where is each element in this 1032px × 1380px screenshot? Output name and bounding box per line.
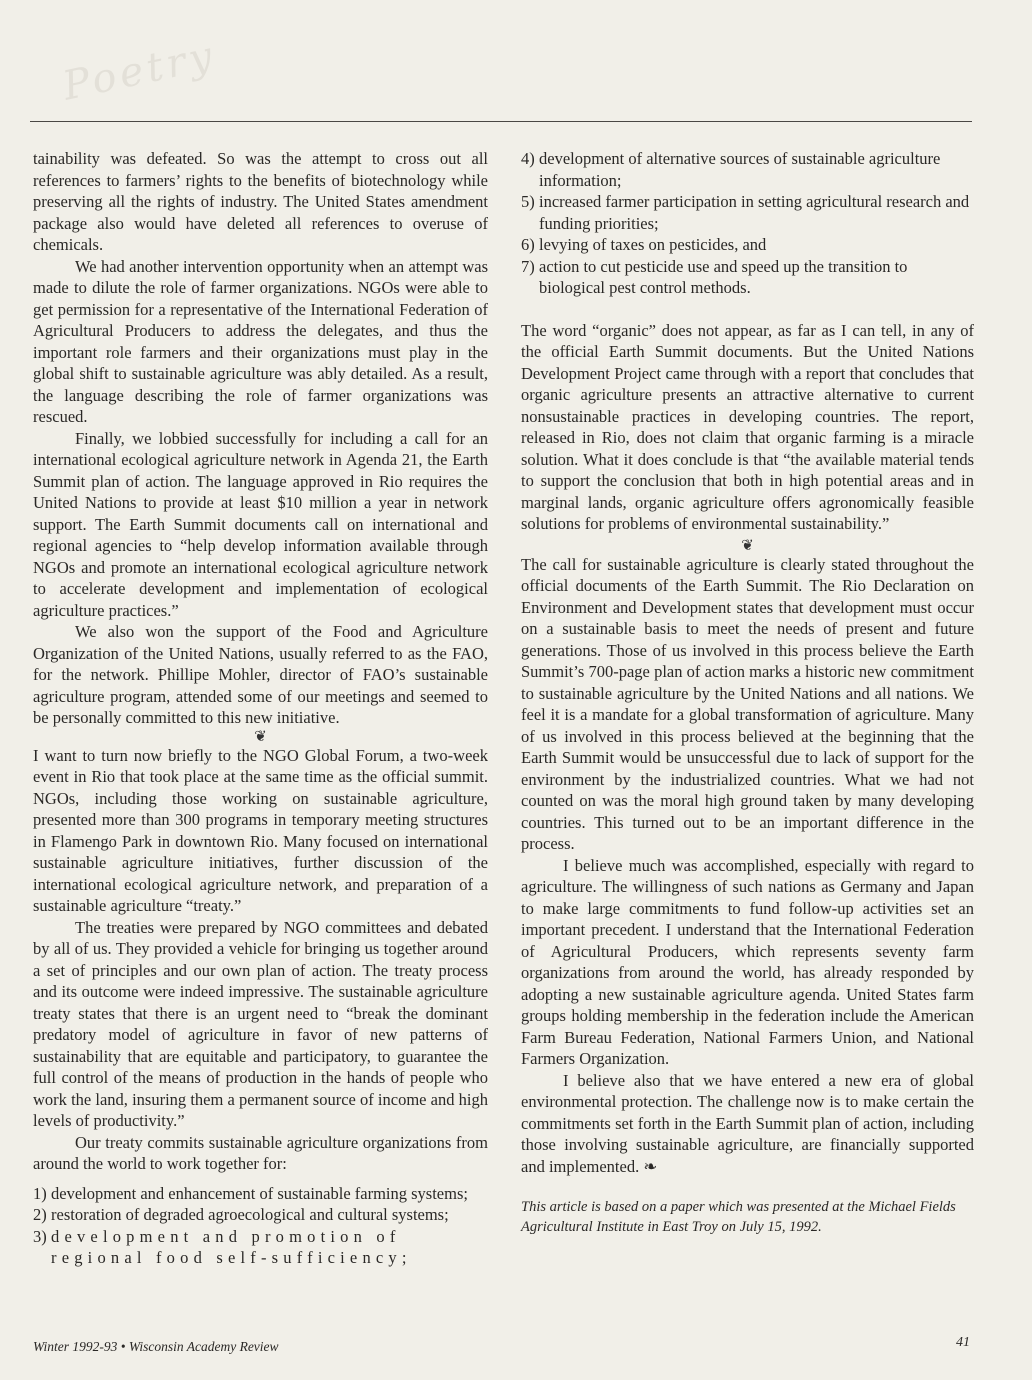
body-paragraph: I want to turn now briefly to the NGO Global Forum, a two-week event in Rio that took place at the same time as the official summit. NGOs, including those working on sustainable agriculture, presented more than 300 programs in temporary meeting structures in Flamengo Park in downtown Rio. Many focused on international sustainable agriculture initiatives, further discussion of the international ecological agriculture network, and preparation of a sustainable agriculture “treaty.”: [33, 745, 488, 915]
list-item: [521, 234, 974, 256]
list-number: 4): [521, 149, 535, 168]
list-item: [33, 1183, 488, 1205]
list-number: 1): [33, 1183, 47, 1203]
list-item: [521, 148, 974, 191]
list-text: development of alternative sources of sustainable agriculture information;: [539, 149, 941, 190]
list-number: 3): [33, 1226, 47, 1246]
right-column: [521, 148, 974, 1237]
page-number: 41: [956, 1335, 970, 1350]
list-number: 6): [521, 235, 535, 254]
list-text: development and promotion of regional food self-sufficiency;: [51, 1226, 412, 1267]
body-paragraph: The treaties were prepared by NGO committees and debated by all of us. They provided a vehicle for bringing us together around a set of principles and our own plan of action. The treaty process and its outcome were indeed impressive. The sustainable agriculture treaty states that there is an urgent need to “break the dominant predatory model of agriculture in favor of new patterns of sustainability that are equitable and participatory, to guarantee the full control of the means of production in the hands of people who work the land, insuring them a permanent source of income and high levels of productivity.”: [33, 917, 488, 1130]
article-source-note: This article is based on a paper which was presented at the Michael Fields Agricultural Institute in East Troy on July 15, 1992.: [521, 1199, 956, 1235]
body-paragraph: [521, 1070, 974, 1178]
running-footer: Winter 1992-93 • Wisconsin Academy Review: [33, 1339, 279, 1354]
body-paragraph: Finally, we lobbied successfully for including a call for an international ecological agriculture network in Agenda 21, the Earth Summit plan of action. The language approved in Rio requires the United Nations to provide at least $10 million a year in network support. The Earth Summit documents call on international and regional agencies to “help develop information available through NGOs and promote an international ecological agriculture network to accelerate development and implementation of ecological agriculture practices.”: [33, 428, 488, 620]
treaty-goals-list: [33, 1183, 488, 1269]
body-paragraph: The call for sustainable agriculture is clearly stated throughout the official documents of the Earth Summit. The Rio Declaration on Environment and Development states that development must occur on a sustainable basis to meet the needs of present and future generations. Those of us involved in this process believe the Earth Summit’s 700-page plan of action marks a historic new commitment to sustainable agriculture by the United Nations and all nations. We feel it is a mandate for a global transformation of agriculture. Many of us involved in this process believed at the beginning that the Earth Summit would be unsuccessful due to lack of support for the environment by the industrialized countries. What we had not counted on was the moral high ground taken by many developing countries. This turned out to be an important difference in the process.: [521, 554, 974, 853]
body-paragraph: We also won the support of the Food and Agriculture Organization of the United Nations, usually referred to as the FAO, for the network. Phillipe Mohler, director of FAO’s sustainable agriculture program, attended some of our meetings and seemed to be personally committed to this new initiative.: [33, 622, 488, 727]
list-number: 7): [521, 256, 535, 276]
treaty-goals-list-continued: [521, 148, 974, 299]
list-text: development and enhancement of sustainable farming systems;: [51, 1183, 468, 1203]
list-item: [521, 191, 974, 234]
body-paragraph: tainability was defeated. So was the attempt to cross out all references to farmers’ rights to the benefits of biotechnology while preserving all the rights of industry. The United States amendment package also would have deleted all references to overuse of chemicals.: [33, 149, 488, 254]
left-column: [33, 148, 488, 1269]
list-item: [33, 1226, 488, 1269]
list-number: 5): [521, 192, 535, 211]
section-divider-ornament: ❦: [741, 537, 754, 554]
list-number: 2): [33, 1205, 47, 1224]
section-divider-ornament: ❦: [254, 728, 267, 745]
body-paragraph: The word “organic” does not appear, as far as I can tell, in any of the official Earth Summit documents. But the United Nations Development Project came through with a report that concludes that organic agriculture presents an attractive alternative to current nonsustainable practices in developing countries. The report, released in Rio, does not claim that organic farming is a miracle solution. What it does conclude is that “the available material tends to support the conclusion that both in high potential areas and in marginal lands, organic agriculture offers agronomically feasible solutions for problems of environmental sustainability.”: [521, 320, 974, 533]
bleed-through-title: Poetry: [58, 32, 220, 110]
end-of-article-ornament: ❧: [643, 1156, 658, 1176]
list-item: [521, 256, 974, 299]
closing-paragraph-text: I believe also that we have entered a new era of global environmental protection. The challenge now is to make certain the commitments set forth in the Earth Summit plan of action, including those involving sustainable agriculture, are financially supported and implemented.: [521, 1070, 974, 1176]
list-item: [33, 1204, 488, 1226]
list-text: levying of taxes on pesticides, and: [539, 235, 767, 254]
body-paragraph: I believe much was accomplished, especially with regard to agriculture. The willingness of such nations as Germany and Japan to make large commitments to fund follow-up activities set an important precedent. I understand that the International Federation of Agricultural Producers, which represents seventy farm organizations from around the world, has already responded by adopting a new sustainable agriculture agenda. United States farm groups holding membership in the federation include the American Farm Bureau Federation, National Farmers Union, and National Farmers Organization.: [521, 855, 974, 1068]
body-paragraph: Our treaty commits sustainable agriculture organizations from around the world to work together for:: [33, 1132, 488, 1173]
body-paragraph: We had another intervention opportunity when an attempt was made to dilute the role of farmer organizations. NGOs were able to get permission for a representative of the International Federation of Agricultural Producers to address the delegates, and thus the important role farmers and their organizations must play in the global shift to sustainable agriculture was ably detailed. As a result, the language describing the role of farmer organizations was rescued.: [33, 256, 488, 426]
list-text: restoration of degraded agroecological and cultural systems;: [51, 1205, 449, 1224]
list-text: action to cut pesticide use and speed up the transition to biological pest control methods.: [539, 256, 908, 297]
header-rule: [30, 121, 972, 122]
list-text: increased farmer participation in setting agricultural research and funding priorities;: [539, 192, 970, 233]
